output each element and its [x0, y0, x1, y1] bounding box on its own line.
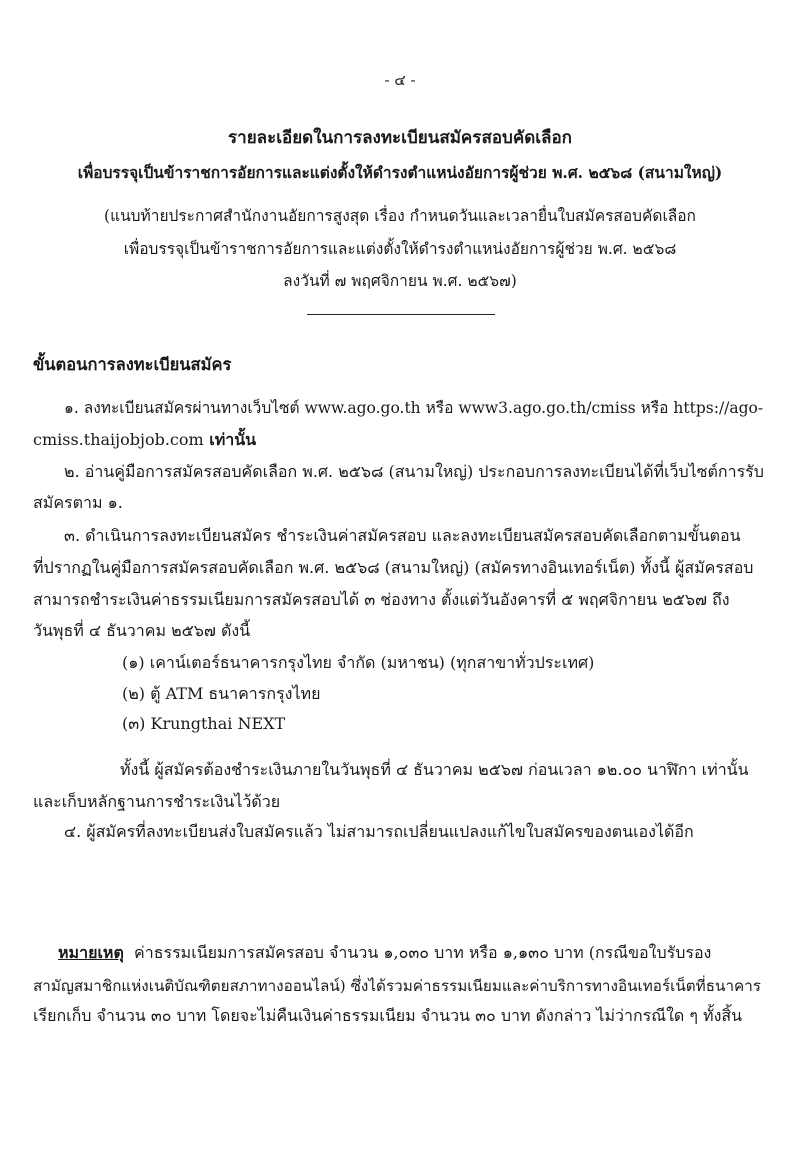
page-number: - ๔ -: [384, 71, 416, 89]
document-subtitle-line3: ลงวันที่ ๗ พฤศจิกายน พ.ศ. ๒๕๖๗): [283, 272, 517, 290]
step-3-line-1: ๓. ดำเนินการลงทะเบียนสมัคร ชำระเงินค่าสมัครสอบ และลงทะเบียนสมัครสอบคัดเลือกตามขั้นตอน: [64, 526, 741, 545]
document-title: รายละเอียดในการลงทะเบียนสมัครสอบคัดเลือก: [228, 128, 572, 148]
step-1-line-1: ๑. ลงทะเบียนสมัครผ่านทางเว็บไซต์ www.ago.go.th หรือ www3.ago.go.th/cmiss หรือ https://ago-: [64, 399, 764, 417]
step-1-url: cmiss.thaijobjob.com: [33, 430, 204, 449]
document-subtitle-line1: (แนบท้ายประกาศสำนักงานอัยการสูงสุด เรื่อง กำหนดวันและเวลายื่นใบสมัครสอบคัดเลือก: [104, 207, 696, 225]
payment-channel-1: (๑) เคาน์เตอร์ธนาคารกรุงไทย จำกัด (มหาชน) (ทุกสาขาทั่วประเทศ): [122, 653, 595, 672]
note-line-1: [58, 941, 711, 966]
section-heading: ขั้นตอนการลงทะเบียนสมัคร: [33, 355, 232, 374]
document-title-line2: เพื่อบรรจุเป็นข้าราชการอัยการและแต่งตั้งให้ดำรงตำแหน่งอัยการผู้ช่วย พ.ศ. ๒๕๖๘ (สนามใหญ่): [77, 163, 723, 182]
step-2-line-2: สมัครตาม ๑.: [33, 493, 123, 512]
step-3-line-4: วันพุธที่ ๔ ธันวาคม ๒๕๖๗ ดังนี้: [33, 621, 251, 640]
divider: [307, 314, 495, 315]
payment-channel-3: (๓) Krungthai NEXT: [122, 714, 286, 733]
payment-deadline-line-2: และเก็บหลักฐานการชำระเงินไว้ด้วย: [33, 792, 281, 811]
document-subtitle-line2: เพื่อบรรจุเป็นข้าราชการอัยการและแต่งตั้งให้ดำรงตำแหน่งอัยการผู้ช่วย พ.ศ. ๒๕๖๘: [123, 240, 677, 258]
step-2-line-1: ๒. อ่านคู่มือการสมัครสอบคัดเลือก พ.ศ. ๒๕๖๘ (สนามใหญ่) ประกอบการลงทะเบียนได้ที่เว็บไซต์การรับ: [64, 462, 764, 481]
step-1-line-2: [33, 428, 256, 453]
note-line-2: สามัญสมาชิกแห่งเนติบัณฑิตยสภาทางออนไลน์) ซึ่งได้รวมค่าธรรมเนียมและค่าบริการทางอินเทอร์เน็ตที่ธนาคาร: [33, 977, 761, 995]
note-label: หมายเหตุ: [58, 943, 124, 962]
note-line-3: เรียกเก็บ จำนวน ๓๐ บาท โดยจะไม่คืนเงินค่าธรรมเนียม จำนวน ๓๐ บาท ดังกล่าว ไม่ว่ากรณีใด ๆ ทั้งสิ้น: [33, 1006, 743, 1025]
payment-channel-2: (๒) ตู้ ATM ธนาคารกรุงไทย: [122, 684, 321, 703]
step-4: ๔. ผู้สมัครที่ลงทะเบียนส่งใบสมัครแล้ว ไม่สามารถเปลี่ยนแปลงแก้ไขใบสมัครของตนเองได้อีก: [64, 822, 694, 841]
note-text: ค่าธรรมเนียมการสมัครสอบ จำนวน ๑,๐๓๐ บาท หรือ ๑,๑๓๐ บาท (กรณีขอใบรับรอง: [134, 943, 712, 962]
step-3-line-3: สามารถชำระเงินค่าธรรมเนียมการสมัครสอบได้ ๓ ช่องทาง ตั้งแต่วันอังคารที่ ๕ พฤศจิกายน ๒๕๖๗ ถึง: [33, 590, 730, 609]
payment-deadline-line-1: ทั้งนี้ ผู้สมัครต้องชำระเงินภายในวันพุธที่ ๔ ธันวาคม ๒๕๖๗ ก่อนเวลา ๑๒.๐๐ นาฬิกา เท่านั้น: [120, 760, 749, 779]
step-3-line-2: ที่ปรากฏในคู่มือการสมัครสอบคัดเลือก พ.ศ. ๒๕๖๘ (สนามใหญ่) (สมัครทางอินเทอร์เน็ต) ทั้งนี้ ผู้สมัครสอบ: [33, 558, 754, 577]
step-1-emphasis: เท่านั้น: [203, 430, 257, 449]
